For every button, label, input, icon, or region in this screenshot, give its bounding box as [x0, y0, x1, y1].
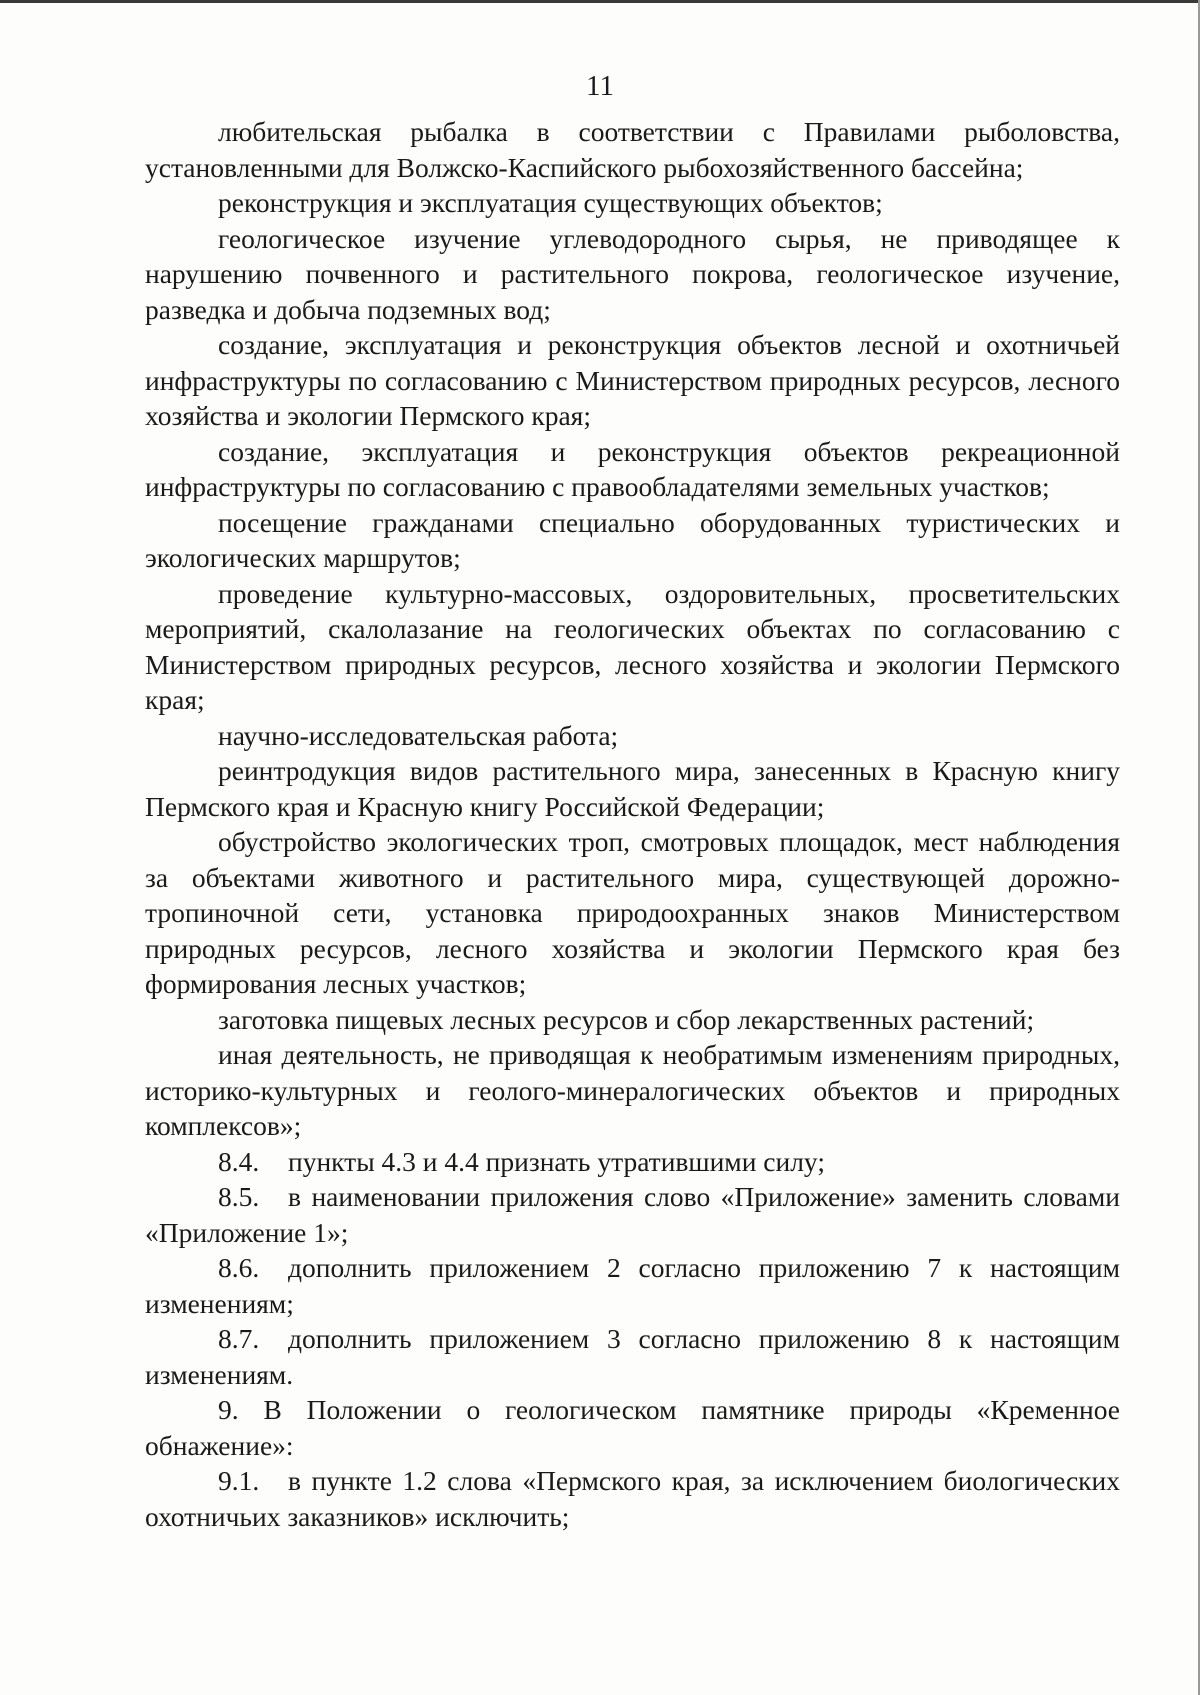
- item-8-6: [145, 1250, 1120, 1321]
- section-9-heading: 9. В Положении о геологическом памятнике природы «Кременное обнажение»:: [145, 1394, 1120, 1461]
- item-9-1-number: 9.1.: [218, 1465, 260, 1496]
- page-number: 11: [586, 70, 614, 102]
- paragraph-forest-infrastructure: создание, эксплуатация и реконструкция объектов лесной и охотничьей инфраструктуры по согласованию с Министерством природных ресурсов, лесного хозяйства и экологии Пермского края;: [145, 329, 1120, 431]
- paragraph-cultural-events: проведение культурно-массовых, оздоровительных, просветительских мероприятий, скалолазание на геологических объектах по согласованию с Министерством природных ресурсов, лесного хозяйства и экологии Пермского края;: [145, 577, 1120, 715]
- paragraph-ecological-trails: обустройство экологических троп, смотровых площадок, мест наблюдения за объектами животного и растительного мира, существующей дорожно-тропиночной сети, установка природоохранных знаков Министерством природных ресурсов, лесного хозяйства и экологии Пермского края без формирования лесных участков;: [145, 826, 1120, 999]
- paragraph-amateur-fishing: любительская рыбалка в соответствии с Правилами рыболовства, установленными для Волжско-Каспийского рыбохозяйственного бассейна;: [145, 116, 1120, 183]
- paragraph-food-resources: заготовка пищевых лесных ресурсов и сбор лекарственных растений;: [218, 1003, 1035, 1035]
- item-9-1: [145, 1463, 1120, 1534]
- document-body: [145, 114, 1120, 1534]
- paragraph-research-work: научно-исследовательская работа;: [218, 719, 619, 751]
- item-8-5: [145, 1179, 1120, 1250]
- item-8-5-text: в наименовании приложения слово «Приложение» заменить словами «Приложение 1»;: [145, 1181, 1120, 1248]
- item-8-5-number: 8.5.: [218, 1181, 260, 1212]
- item-8-7-number: 8.7.: [218, 1323, 260, 1354]
- item-8-4: [145, 1144, 1120, 1180]
- item-8-4-number: 8.4.: [218, 1145, 260, 1177]
- item-8-4-text: пункты 4.3 и 4.4 признать утратившими силу;: [288, 1145, 825, 1177]
- paragraph-tourist-routes: посещение гражданами специально оборудованных туристических и экологических маршрутов;: [145, 506, 1120, 573]
- item-8-7-text: дополнить приложением 3 согласно приложению 8 к настоящим изменениям.: [145, 1323, 1120, 1390]
- scan-edge-top: [0, 0, 1200, 3]
- paragraph-recreational-infrastructure: создание, эксплуатация и реконструкция объектов рекреационной инфраструктуры по согласованию с правообладателями земельных участков;: [145, 435, 1120, 502]
- paragraph-reintroduction: реинтродукция видов растительного мира, занесенных в Красную книгу Пермского края и Красную книгу Российской Федерации;: [145, 755, 1120, 822]
- item-8-6-number: 8.6.: [218, 1252, 260, 1283]
- item-9-1-text: в пункте 1.2 слова «Пермского края, за исключением биологических охотничьих заказников» исключить;: [145, 1465, 1120, 1532]
- paragraph-reconstruction: реконструкция и эксплуатация существующих объектов;: [218, 187, 883, 218]
- paragraph-other-activity: иная деятельность, не приводящая к необратимым изменениям природных, историко-культурных и геолого-минералогических объектов и природных комплексов»;: [145, 1039, 1120, 1141]
- paragraph-geological-study: геологическое изучение углеводородного сырья, не приводящее к нарушению почвенного и растительного покрова, геологическое изучение, разведка и добыча подземных вод;: [145, 222, 1120, 325]
- item-8-6-text: дополнить приложением 2 согласно приложению 7 к настоящим изменениям;: [145, 1252, 1120, 1319]
- item-8-7: [145, 1321, 1120, 1392]
